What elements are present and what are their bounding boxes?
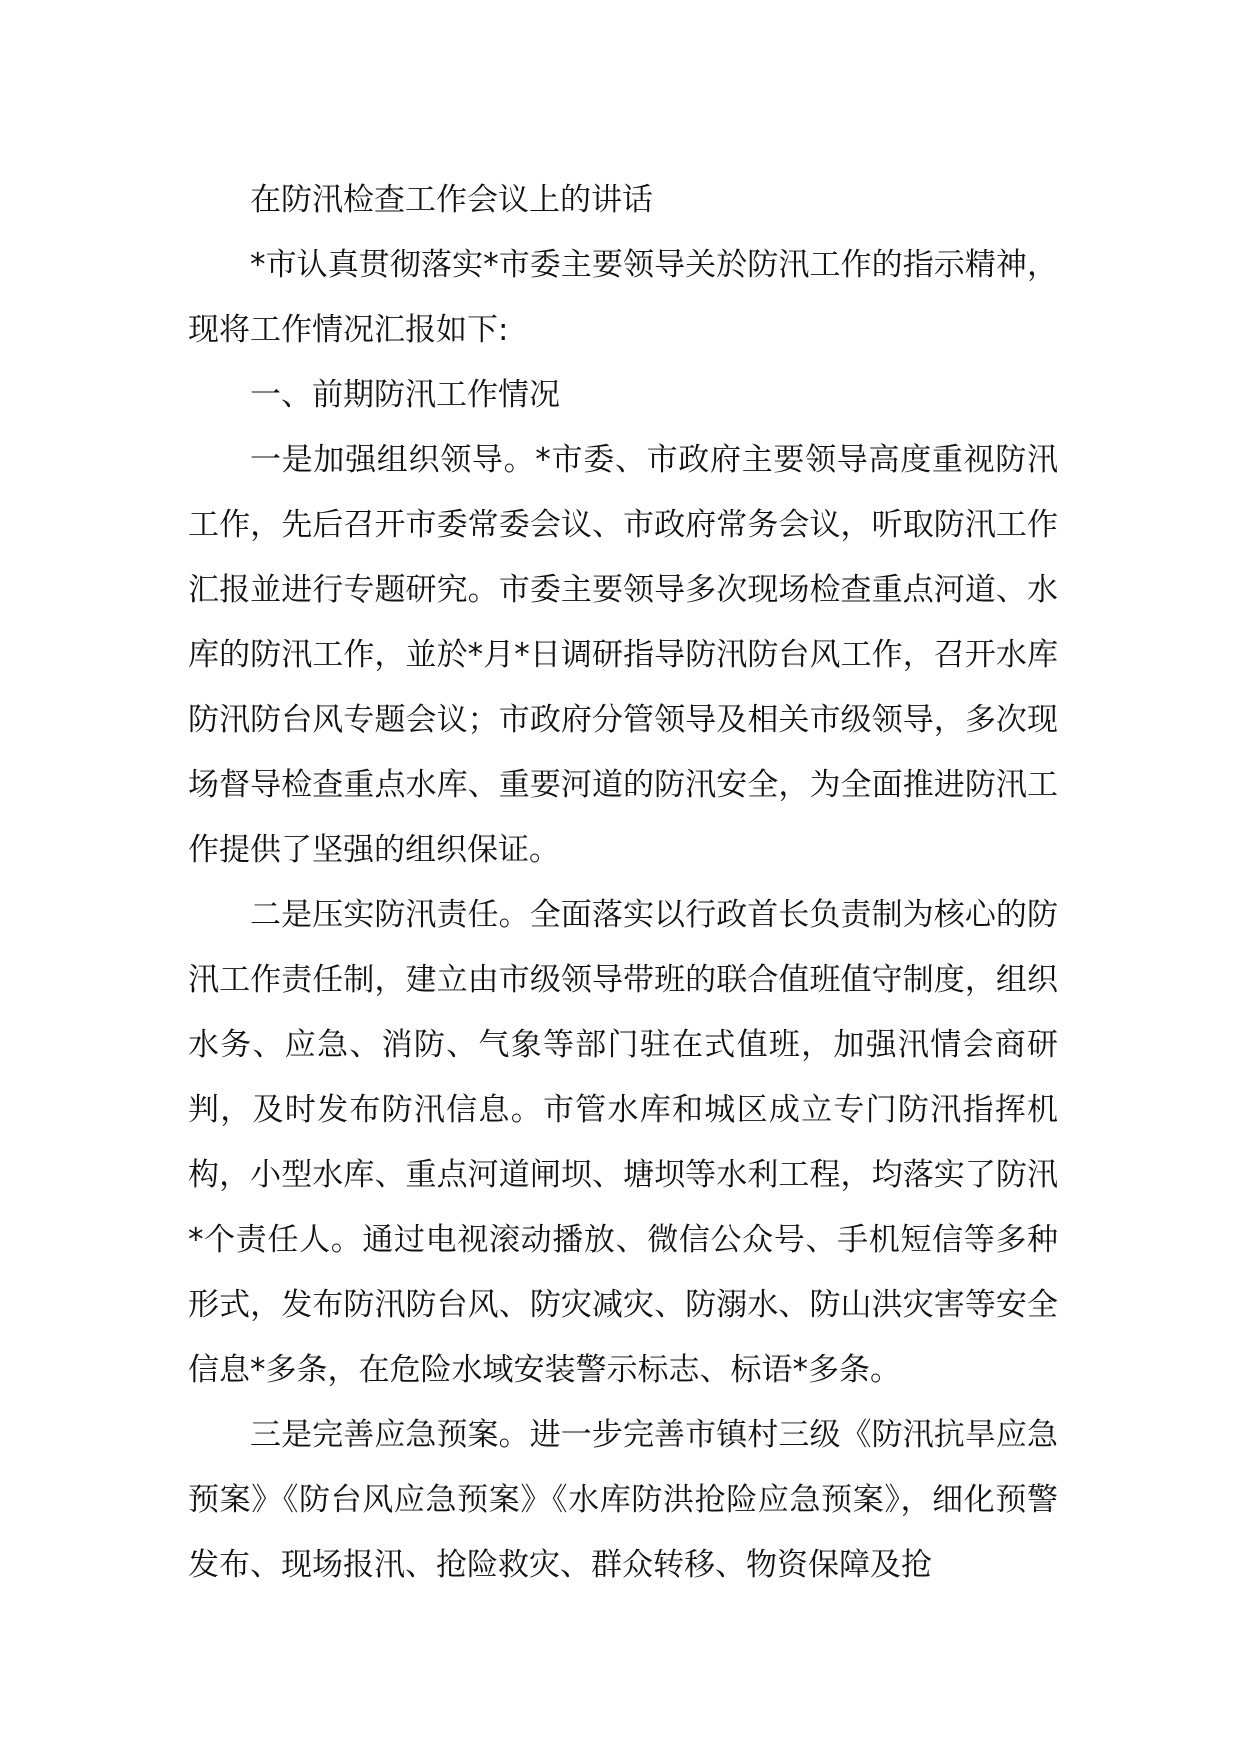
paragraph-intro: *市认真贯彻落实*市委主要领导关於防汛工作的指示精神，现将工作情况汇报如下: — [188, 247, 1058, 348]
paragraph-responsibility: 二是压实防汛责任。全面落实以行政首长负责制为核心的防汛工作责任制，建立由市级领导带班的联合值班值守制度，组织水务、应急、消防、气象等部门驻在式值班，加强汛情会商研判，及时发布防汛信息。市管水库和城区成立专门防汛指挥机构，小型水库、重点河道闸坝、塘坝等水利工程，均落实了防汛*个责任人。通过电视滚动播放、微信公众号、手机短信等多种形式，发布防汛防台风、防灾减灾、防溺水、防山洪灾害等安全信息*多条，在危险水域安装警示标志、标语*多条。 — [188, 897, 1058, 1388]
section-heading: 一、前期防汛工作情况 — [250, 377, 560, 413]
document-title: 在防汛检查工作会议上的讲话 — [250, 182, 653, 218]
document-body — [188, 168, 1058, 1598]
paragraph-emergency-plan: 三是完善应急预案。进一步完善市镇村三级《防汛抗旱应急预案》《防台风应急预案》《水库防洪抢险应急预案》，细化预警发布、现场报汛、抢险救灾、群众转移、物资保障及抢 — [188, 1417, 1058, 1583]
paragraph-organization: 一是加强组织领导。*市委、市政府主要领导高度重视防汛工作，先后召开市委常委会议、市政府常务会议，听取防汛工作汇报並进行专题研究。市委主要领导多次现场检查重点河道、水库的防汛工作，並於*月*日调研指导防汛防台风工作，召开水库防汛防台风专题会议；市政府分管领导及相关市级领导，多次现场督导检查重点水库、重要河道的防汛安全，为全面推进防汛工作提供了坚强的组织保证。 — [188, 442, 1058, 868]
